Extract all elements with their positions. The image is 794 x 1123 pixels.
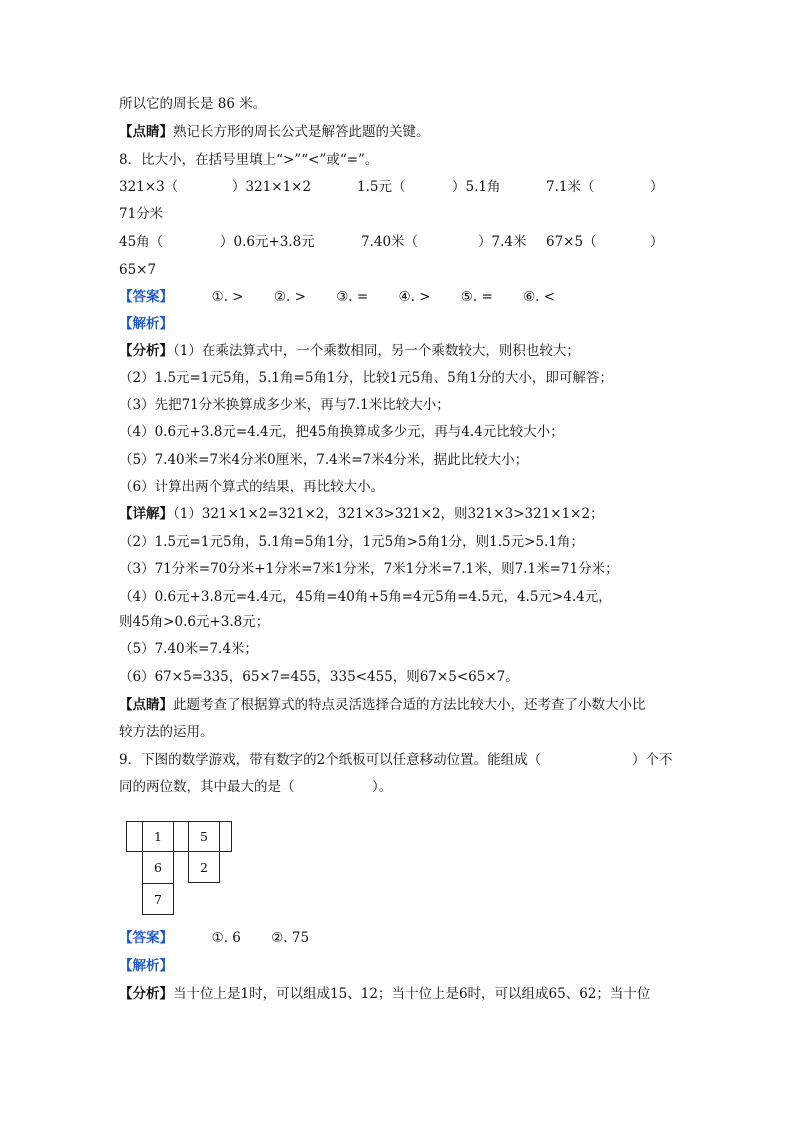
q8-fenxi-text-1: （1）在乘法算式中，一个乘数相同，另一个乘数较大，则积也较大； [173,343,580,359]
tip-text: 熟记长方形的周长公式是解答此题的关键。 [173,124,430,140]
perimeter-conclusion: 所以它的周长是 86 米。 [119,96,267,112]
q8-xiangjie-1 [119,504,604,524]
q9-line2a: 同的两位数，其中最大的是（ [119,779,295,795]
q9-number-grid [126,819,232,915]
q8-row1-continuation: 71分米 [119,206,164,222]
q8-row2-item3a: 67×5（ [546,234,597,250]
q9-answer-2: ②. 75 [271,930,310,946]
q8-xiangjie-2: （2）1.5元=1元5角，5.1角=5角1分，1元5角>5角1分，则1.5元>5.1角； [119,534,584,550]
q8-answer-tag: 【答案】 [119,289,173,305]
q8-row1-item3a: 7.1米（ [546,179,595,195]
q8-answer-6: ⑥. < [523,289,556,305]
q8-answer-5: ⑤. = [460,289,493,305]
q8-row1-item2a: 1.5元（ [357,179,406,195]
q8-row2-item2a: 7.40米（ [361,234,419,250]
q8-fenxi-3: （3）先把71分米换算成多少米，再与7.1米比较大小； [119,397,450,413]
grid-cell-5: 5 [188,821,220,852]
q8-dianjing-2: 较方法的运用。 [119,724,214,740]
q9-line1a: 9．下图的数学游戏，带有数字的2个纸板可以任意移动位置。能组成（ [119,752,542,768]
q8-row2-continuation: 65×7 [119,262,157,278]
q8-xiangjie-6: （6）67×5=335，65×7=455，335<455，则67×5<65×7。 [119,669,519,685]
grid-middle-blank [173,821,189,852]
q9-fenxi-text: 当十位上是1时，可以组成15、12；当十位上是6时，可以组成65、62；当十位 [173,986,651,1002]
q8-answer-line [119,287,581,307]
q8-xiangjie-4: （4）0.6元+3.8元=4.4元，45角=40角+5角=4元5角=4.5元，4.5元>4.4元， [119,589,612,605]
q9-analysis-tag: 【解析】 [119,958,173,974]
q8-row1-item2b: ）5.1角 [452,179,501,195]
q8-dianjing-tag: 【点睛】 [119,697,173,713]
q8-dianjing-text-1: 此题考查了根据算式的特点灵活选择合适的方法比较大小，还考查了小数大小比 [173,697,646,713]
q8-row2-item1a: 45角（ [119,234,164,250]
grid-cell-7: 7 [142,883,174,915]
q8-answer-2: ②. > [273,289,306,305]
q8-row2-item1b: ）0.6元+3.8元 [220,234,315,250]
q8-row2-item3b: ） [650,234,664,250]
q8-row1-item1a: 321×3（ [119,179,179,195]
q8-xiangjie-3: （3）71分米=70分米+1分米=7米1分米，7米1分米=7.1米，则7.1米=71分米； [119,561,619,577]
grid-cell-1: 1 [142,821,174,852]
tip-line [119,122,430,142]
q9-fenxi-line [119,984,650,1004]
q9-line1b: ）个不 [632,752,673,768]
q9-answer-line [119,928,335,948]
q8-xiangjie-5: （5）7.40米=7.4米； [119,641,258,657]
q9-line2b: ）。 [372,779,393,795]
q8-fenxi-1 [119,341,580,361]
q9-answer-tag: 【答案】 [119,930,173,946]
q8-fenxi-4: （4）0.6元+3.8元=4.4元，把45角换算成多少元，再与4.4元比较大小； [119,424,564,440]
q8-row1-item1b: ）321×1×2 [232,179,312,195]
q8-fenxi-5: （5）7.40米=7米4分米0厘米，7.4米=7米4分米，据此比较大小； [119,452,529,468]
q8-fenxi-2: （2）1.5元=1元5角，5.1角=5角1分，比较1元5角、5角1分的大小，即可解答； [119,370,613,386]
q8-analysis-tag: 【解析】 [119,316,173,332]
q8-fenxi-tag: 【分析】 [119,343,173,359]
q8-answer-4: ④. > [398,289,431,305]
q8-xiangjie-4b: 则45角>0.6元+3.8元； [119,614,270,630]
q8-xiangjie-tag: 【详解】 [119,506,173,522]
q9-answer-1: ①. 6 [211,930,241,946]
q8-row2-item2b: ）7.4米 [478,234,527,250]
q8-fenxi-6: （6）计算出两个算式的结果，再比较大小。 [119,479,385,495]
q8-row1-item3b: ） [650,179,664,195]
tip-tag: 【点睛】 [119,124,173,140]
grid-left-blank [126,821,143,852]
q8-title: 8．比大小，在括号里填上“>”“<”或“=”。 [119,152,379,168]
grid-cell-6: 6 [142,851,174,884]
q9-fenxi-tag: 【分析】 [119,986,173,1002]
grid-cell-2: 2 [188,851,220,883]
q8-dianjing-1 [119,695,646,715]
grid-right-blank [219,821,232,852]
q8-answer-3: ③. = [336,289,369,305]
q8-answer-1: ①. > [211,289,244,305]
q8-xiangjie-text-1: （1）321×1×2=321×2，321×3>321×2，则321×3>321×1×2； [173,506,604,522]
